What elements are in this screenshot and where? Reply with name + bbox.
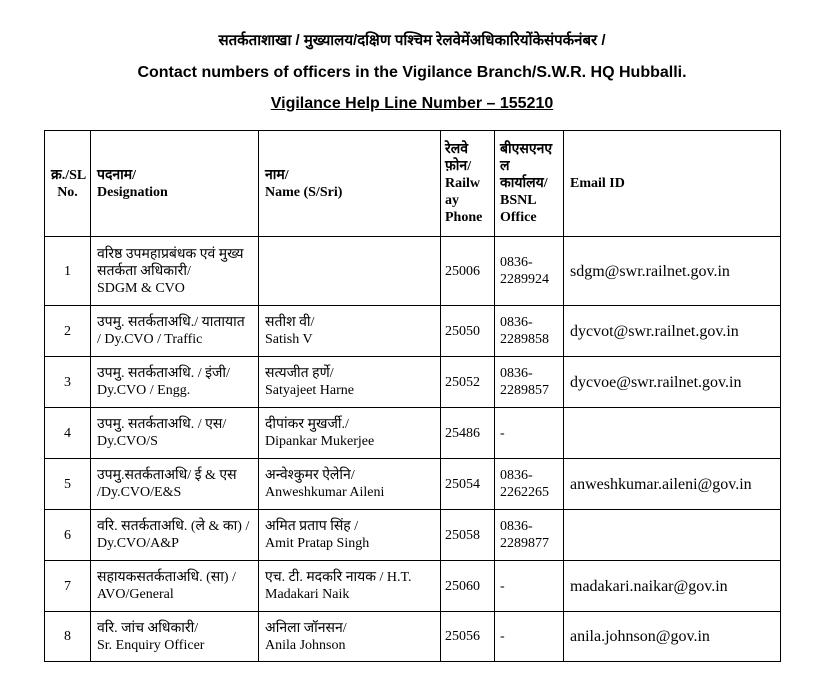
cell-sl: 5 [45,459,91,510]
cell-sl: 4 [45,408,91,459]
cell-designation: सहायकसतर्कताअधि. (सा) / AVO/General [91,561,259,612]
cell-bsnl-office: 0836- 2262265 [495,459,564,510]
table-row [45,510,781,561]
email-link[interactable]: dycvoe@swr.railnet.gov.in [570,373,742,391]
cell-email [564,510,781,561]
heading-hindi: सतर्कताशाखा / मुख्यालय/दक्षिण पश्चिम रेलवेमेंअधिकारियोंकेसंपर्कनंबर / [218,32,606,49]
cell-railway-phone: 25050 [441,306,495,357]
cell-designation: उपमु.सतर्कताअधि/ ई & एस /Dy.CVO/E&S [91,459,259,510]
cell-railway-phone: 25056 [441,612,495,662]
email-link[interactable]: anweshkumar.aileni@gov.in [570,475,752,493]
cell-railway-phone: 25058 [441,510,495,561]
email-link[interactable]: dycvot@swr.railnet.gov.in [570,322,739,340]
cell-designation: उपमु. सतर्कताअधि. / एस/ Dy.CVO/S [91,408,259,459]
cell-name: सतीश वी/ Satish V [259,306,441,357]
cell-designation: वरि. सतर्कताअधि. (ले & का) / Dy.CVO/A&P [91,510,259,561]
email-link[interactable]: madakari.naikar@gov.in [570,577,728,595]
cell-designation: उपमु. सतर्कताअधि. / इंजी/ Dy.CVO / Engg. [91,357,259,408]
table-row [45,237,781,306]
table-row [45,612,781,662]
header-sl: क्र./SL No. [45,131,91,237]
cell-bsnl-office: 0836- 2289858 [495,306,564,357]
cell-email[interactable] [564,237,781,306]
cell-email[interactable] [564,306,781,357]
cell-bsnl-office: - [495,408,564,459]
cell-sl: 3 [45,357,91,408]
cell-railway-phone: 25006 [441,237,495,306]
table-header-row [45,131,781,237]
cell-railway-phone: 25060 [441,561,495,612]
cell-name [259,237,441,306]
cell-bsnl-office: 0836- 2289924 [495,237,564,306]
cell-name: अमित प्रताप सिंह / Amit Pratap Singh [259,510,441,561]
cell-email[interactable] [564,561,781,612]
cell-sl: 6 [45,510,91,561]
table-row [45,357,781,408]
cell-bsnl-office: 0836- 2289877 [495,510,564,561]
cell-railway-phone: 25052 [441,357,495,408]
header-railway-phone: रेलवे फ़ोन/ Railw ay Phone [441,131,495,237]
cell-railway-phone: 25486 [441,408,495,459]
table-row [45,408,781,459]
cell-name: दीपांकर मुखर्जी./ Dipankar Mukerjee [259,408,441,459]
cell-name: अनिला जॉनसन/ Anila Johnson [259,612,441,662]
cell-name: एच. टी. मदकरि नायक / H.T. Madakari Naik [259,561,441,612]
cell-email[interactable] [564,612,781,662]
cell-email[interactable] [564,459,781,510]
cell-bsnl-office: - [495,612,564,662]
cell-sl: 2 [45,306,91,357]
cell-email[interactable] [564,357,781,408]
email-link[interactable]: sdgm@swr.railnet.gov.in [570,262,730,280]
cell-sl: 1 [45,237,91,306]
helpline-heading: Vigilance Help Line Number – 155210 [270,95,554,112]
cell-sl: 7 [45,561,91,612]
table-row [45,459,781,510]
cell-name: सत्यजीत हर्णे/ Satyajeet Harne [259,357,441,408]
table-row [45,306,781,357]
cell-designation: उपमु. सतर्कताअधि./ यातायात / Dy.CVO / Traffic [91,306,259,357]
heading-english: Contact numbers of officers in the Vigilance Branch/S.W.R. HQ Hubballi. [137,64,687,81]
header-designation: पदनाम/ Designation [91,131,259,237]
cell-email [564,408,781,459]
cell-designation: वरिष्ठ उपमहाप्रबंधक एवं मुख्य सतर्कता अधिकारी/ SDGM & CVO [91,237,259,306]
header-bsnl-office: बीएसएनए ल कार्यालय/ BSNL Office [495,131,564,237]
cell-name: अन्वेश्कुमर ऐलेनि/ Anweshkumar Aileni [259,459,441,510]
cell-bsnl-office: - [495,561,564,612]
header-name: नाम/ Name (S/Sri) [259,131,441,237]
email-link[interactable]: anila.johnson@gov.in [570,628,710,645]
cell-sl: 8 [45,612,91,662]
table-row [45,561,781,612]
cell-railway-phone: 25054 [441,459,495,510]
cell-bsnl-office: 0836- 2289857 [495,357,564,408]
contacts-table [44,130,781,662]
header-email: Email ID [564,131,781,237]
cell-designation: वरि. जांच अधिकारी/ Sr. Enquiry Officer [91,612,259,662]
